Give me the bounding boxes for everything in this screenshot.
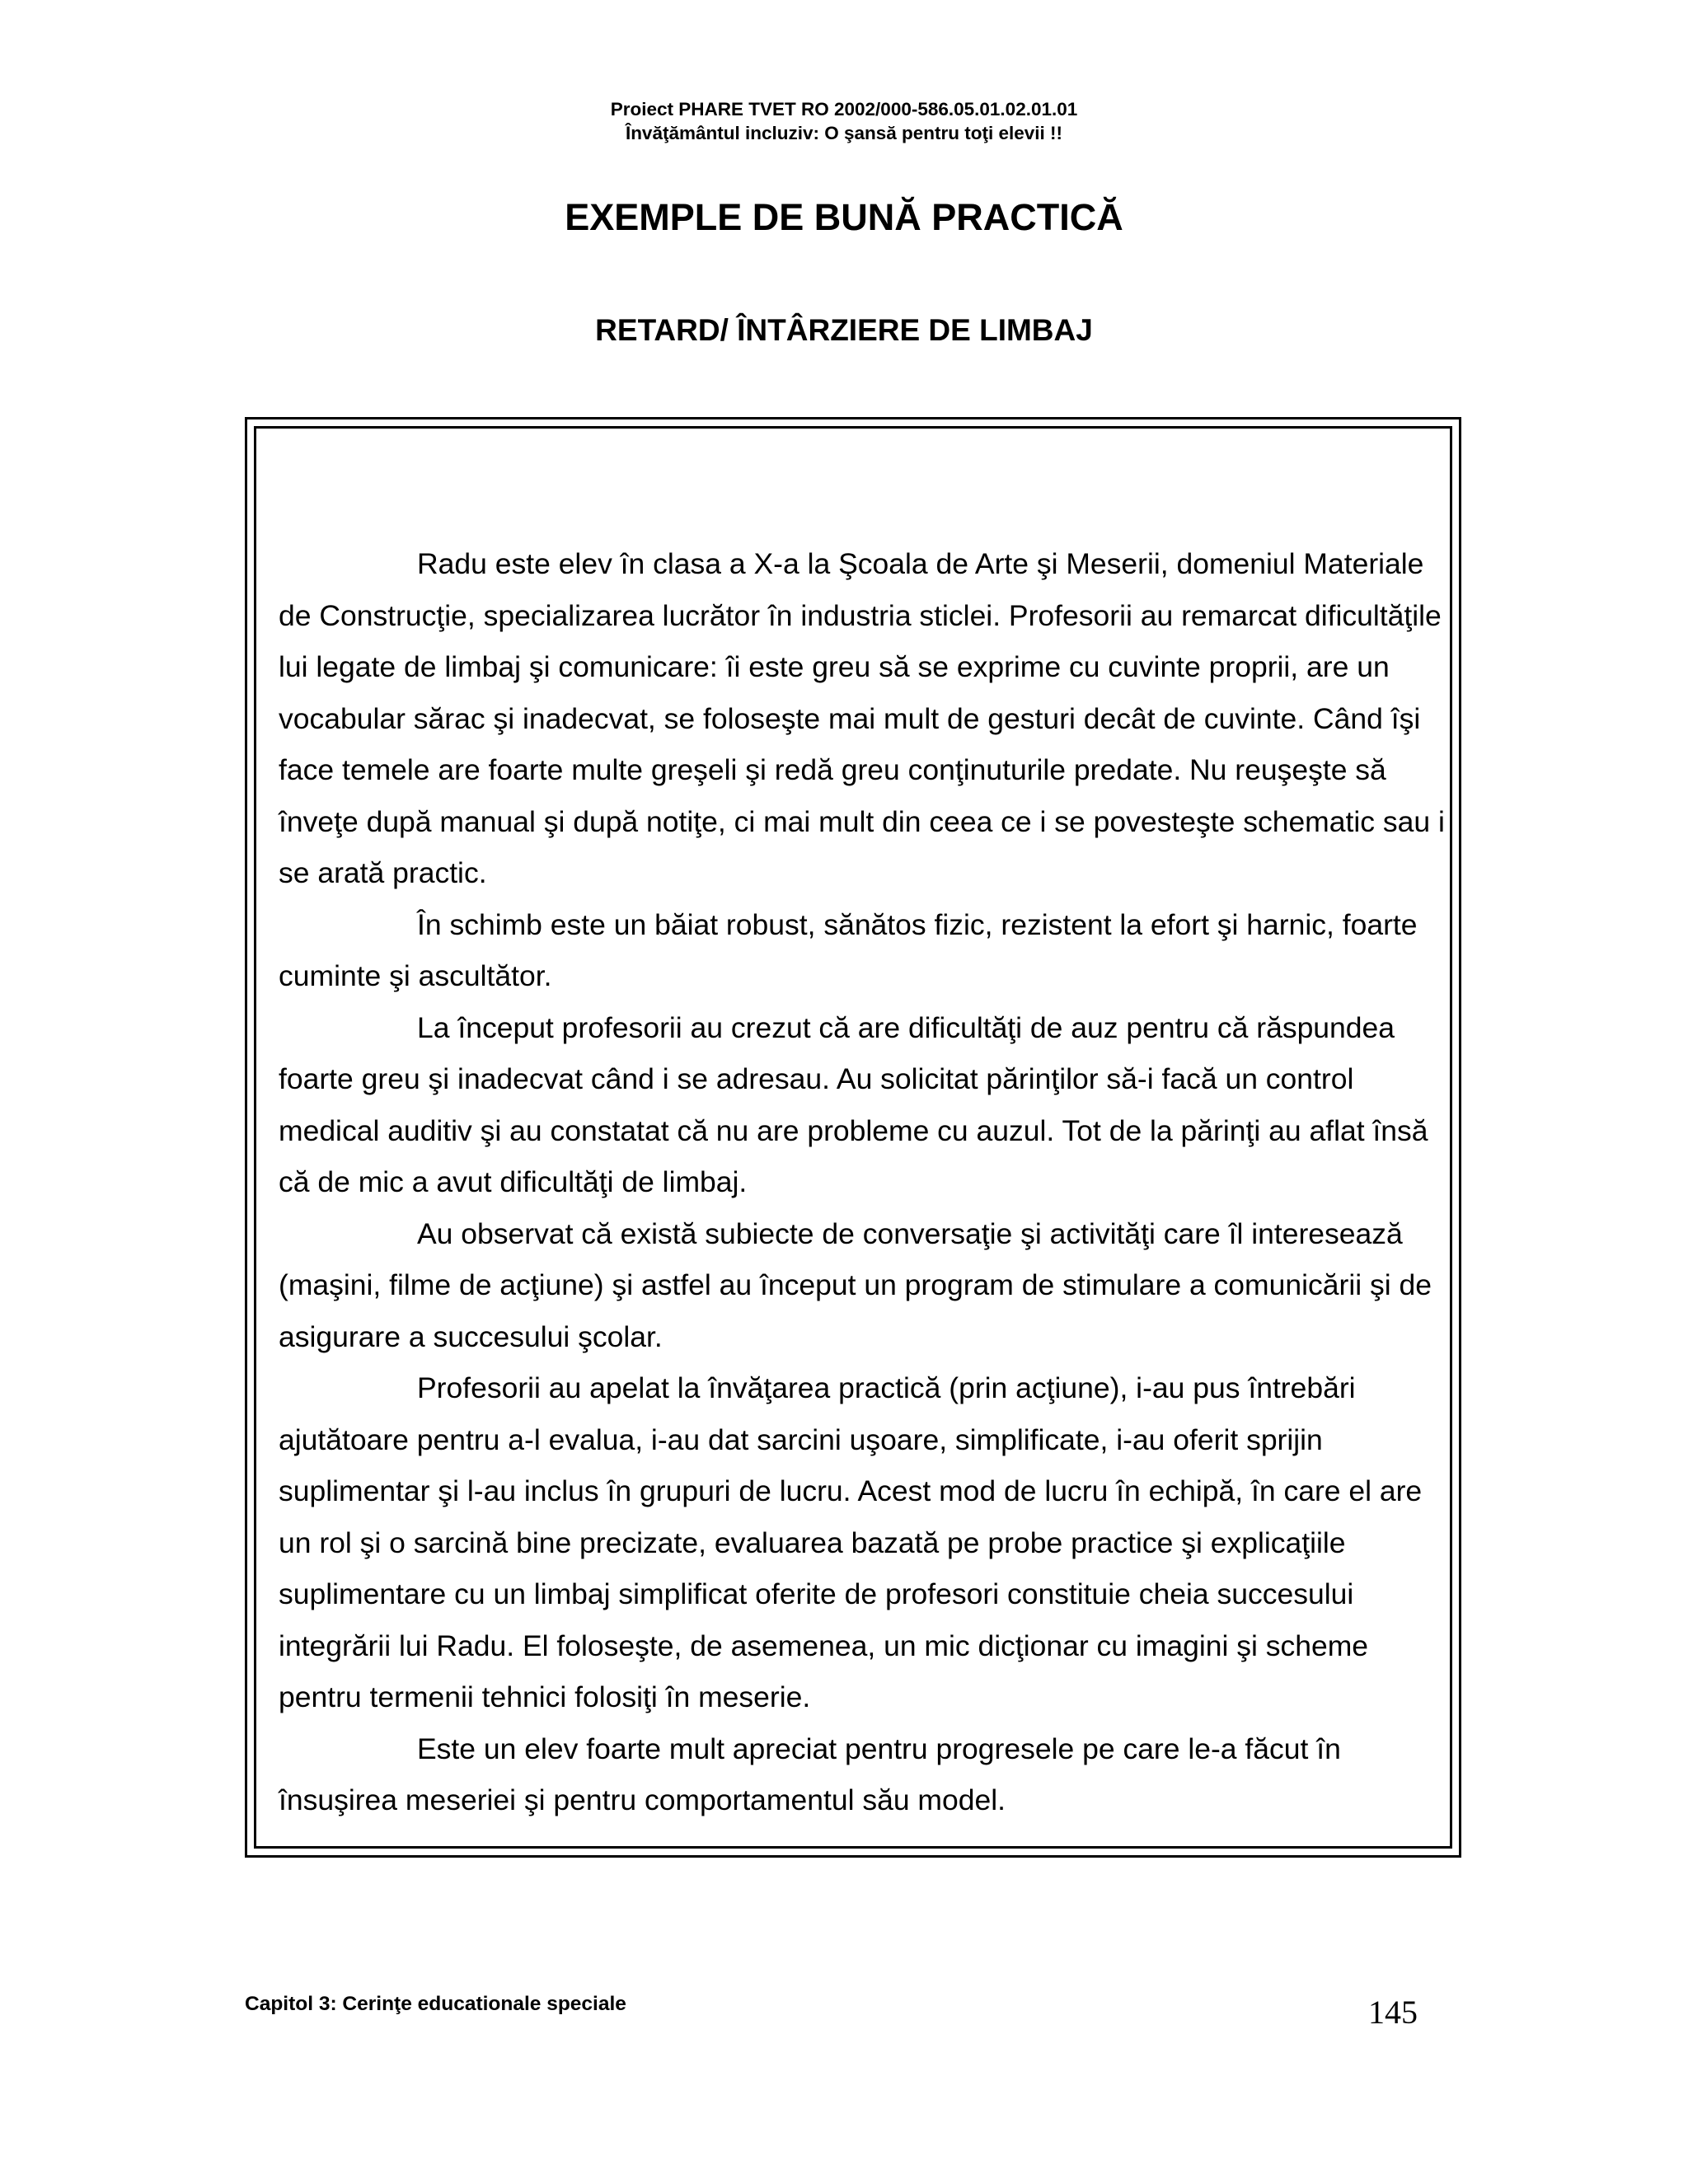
page-header: [0, 97, 1688, 145]
paragraph: Profesorii au apelat la învăţarea practică (prin acţiune), i-au pus întrebări ajutătoare pentru a-l evalua, i-au dat sarcini uşoare, simplificate, i-au oferit sprijin suplimentar şi l-au inclus în grupuri de lucru. Acest mod de lucru în echipă, în care el are un rol şi o sarcină bine precizate, evaluarea bazată pe probe practice şi explicaţiile suplimentare cu un limbaj simplificat oferite de profesori constituie cheia succesului integrării lui Radu. El foloseşte, de asemenea, un mic dicţionar cu imagini şi scheme pentru termenii tehnici folosiţi în meserie.: [279, 1371, 1423, 1713]
footer-chapter: Capitol 3: Cerinţe educationale speciale: [245, 1993, 626, 2015]
paragraph: Este un elev foarte mult apreciat pentru progresele pe care le-a făcut în însuşirea meseriei şi pentru comportamentul său model.: [279, 1732, 1341, 1816]
case-study-inner-frame: [254, 426, 1452, 1849]
paragraph: Au observat că există subiecte de conversaţie şi activităţi care îl interesează (maşini, filme de acţiune) şi astfel au început un program de stimulare a comunicării şi de asigurare a succesului şcolar.: [279, 1216, 1432, 1353]
paragraph: În schimb este un băiat robust, sănătos fizic, rezistent la efort şi harnic, foarte cuminte şi ascultător.: [279, 907, 1418, 992]
page-title: EXEMPLE DE BUNĂ PRACTICĂ: [565, 196, 1123, 238]
project-motto: Învăţământul incluziv: O şansă pentru toţi elevii !!: [625, 123, 1063, 143]
page-number: 145: [1368, 1994, 1418, 2031]
paragraph: La început profesorii au crezut că are dificultăţi de auz pentru că răspundea foarte greu şi inadecvat când i se adresau. Au solicitat părinţilor să-i facă un control medical auditiv şi au constatat că nu are probleme cu auzul. Tot de la părinţi au aflat însă că de mic a avut dificultăţi de limbaj.: [279, 1010, 1428, 1198]
section-title: RETARD/ ÎNTÂRZIERE DE LIMBAJ: [595, 313, 1093, 347]
case-study-text: [279, 538, 1449, 1826]
case-study-frame: [245, 417, 1461, 1858]
paragraph: Radu este elev în clasa a X-a la Şcoala de Arte şi Meserii, domeniul Materiale de Construcţie, specializarea lucrător în industria sticlei. Profesorii au remarcat dificultăţile lui legate de limbaj şi comunicare: îi este greu să se exprime cu cuvinte proprii, are un vocabular sărac şi inadecvat, se foloseşte mai mult de gesturi decât de cuvinte. Când îşi face temele are foarte multe greşeli şi redă greu conţinuturile predate. Nu reuşeşte să înveţe după manual şi după notiţe, ci mai mult din ceea ce i se povesteşte schematic sau i se arată practic.: [279, 547, 1445, 889]
project-code: Proiect PHARE TVET RO 2002/000-586.05.01.02.01.01: [610, 99, 1078, 120]
